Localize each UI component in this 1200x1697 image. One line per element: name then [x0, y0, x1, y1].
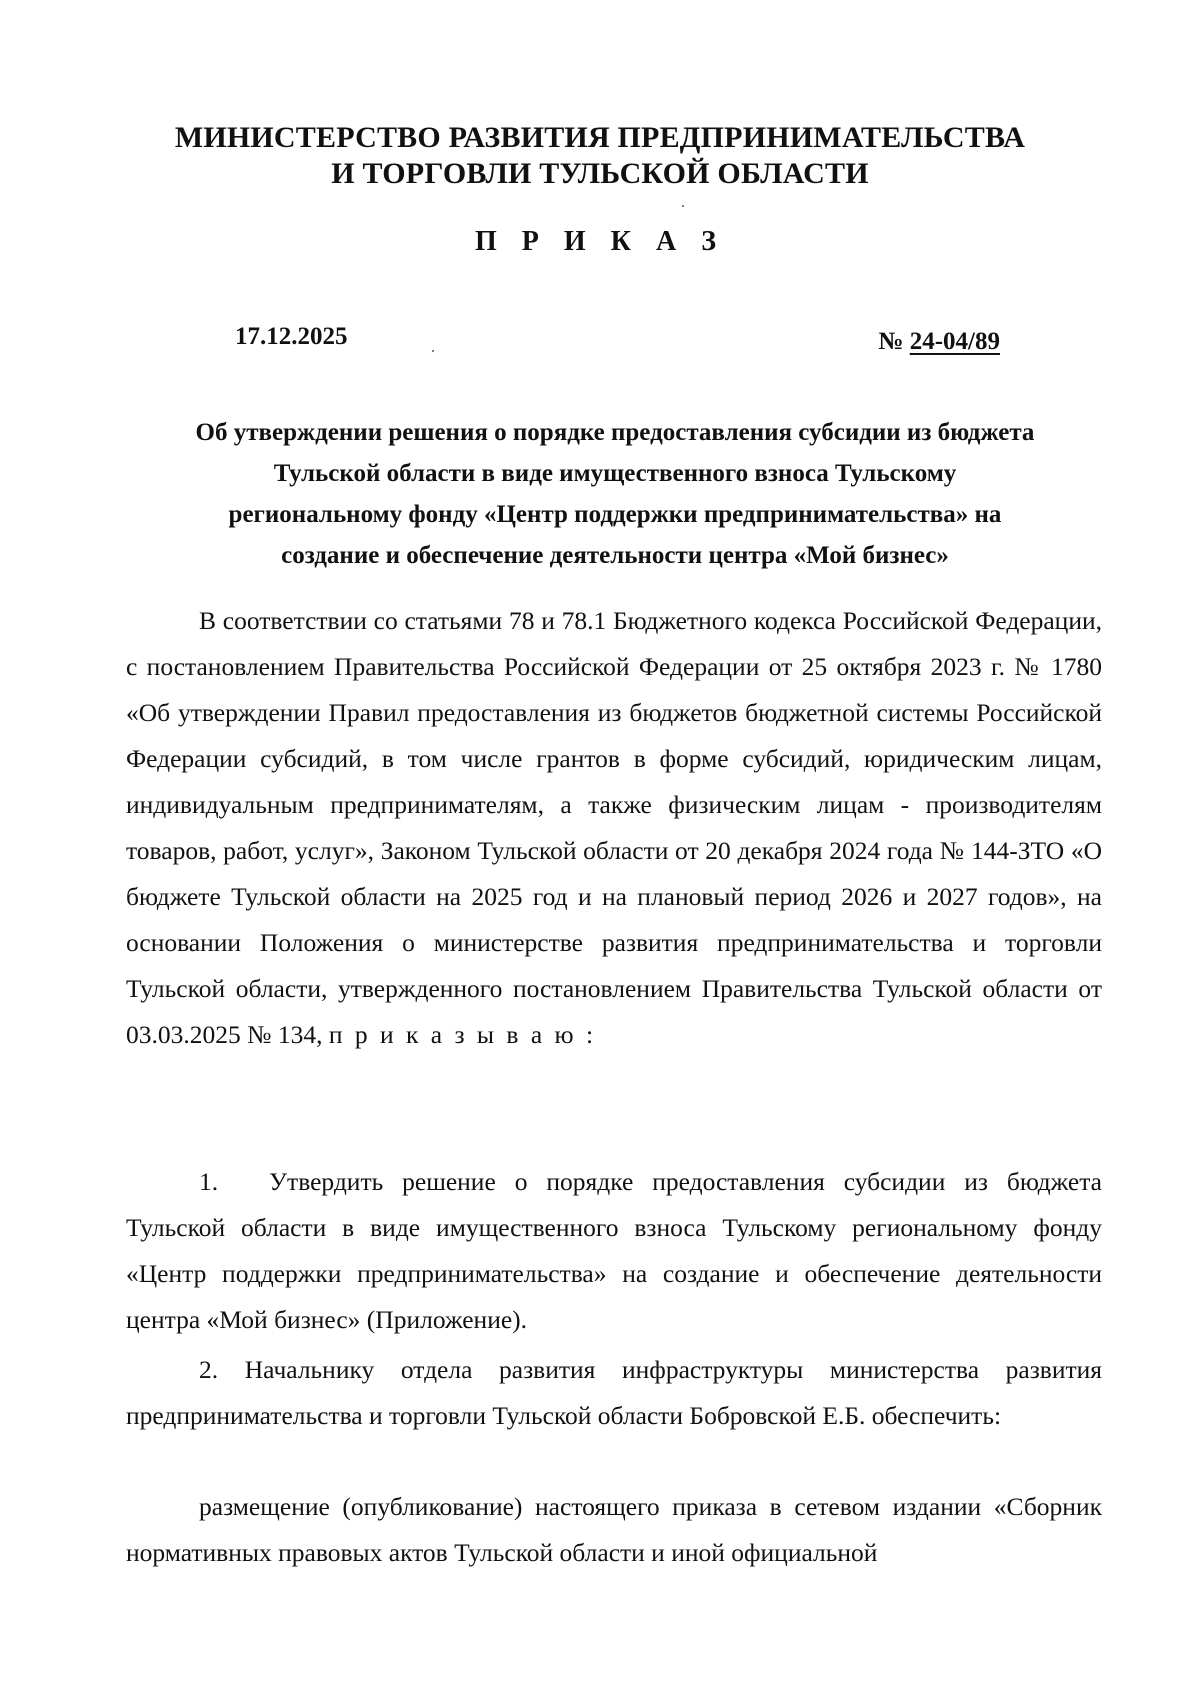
ministry-name-line2: И ТОРГОВЛИ ТУЛЬСКОЙ ОБЛАСТИ	[331, 157, 869, 190]
preamble-paragraph	[126, 598, 1102, 1058]
ministry-name-line1: МИНИСТЕРСТВО РАЗВИТИЯ ПРЕДПРИНИМАТЕЛЬСТВА	[174, 121, 1026, 154]
order-number	[878, 327, 1000, 357]
subject-line-4: создание и обеспечение деятельности центра «Мой бизнес»	[281, 542, 949, 569]
scan-speck	[682, 205, 684, 207]
subject-line-2: Тульской области в виде имущественного взноса Тульскому	[273, 460, 957, 487]
item-1-paragraph	[126, 1159, 1102, 1343]
preamble-text: В соответствии со статьями 78 и 78.1 Бюджетного кодекса Российской Федерации, с постановлением Правительства Российской Федерации от 25 октября 2023 г. № 1780 «Об утверждении Правил предоставления из бюджетов бюджетной системы Российской Федерации субсидий, в том числе грантов в форме субсидий, юридическим лицам, индивидуальным предпринимателям, а также физическим лицам - производителям товаров, работ, услуг», Законом Тульской области от 20 декабря 2024 года № 144-ЗТО «О бюджете Тульской области на 2025 год и на плановый период 2026 и 2027 годов», на основании Положения о министерстве развития предпринимательства и торговли Тульской области, утвержденного постановлением Правительства Тульской области от 03.03.2025 № 134,	[126, 606, 1102, 1049]
item-1-number: 1.	[199, 1167, 219, 1196]
item-2-sub-paragraph: размещение (опубликование) настоящего приказа в сетевом издании «Сборник нормативных правовых актов Тульской области и иной официальной	[126, 1492, 1102, 1567]
order-keyword: п р и к а з ы в а ю :	[328, 1020, 597, 1049]
item-1-text: Утвердить решение о порядке предоставления субсидии из бюджета Тульской области в виде имущественного взноса Тульскому региональному фонду «Центр поддержки предпринимательства» на создание и обеспечение деятельности центра «Мой бизнес» (Приложение).	[126, 1167, 1102, 1334]
order-number-value: 24-04/89	[909, 328, 1000, 355]
order-date: 17.12.2025	[235, 323, 348, 350]
item-2-paragraph: 2. Начальнику отдела развития инфраструктуры министерства развития предпринимательства и торговли Тульской области Бобровской Е.Б. обеспечить:	[126, 1355, 1102, 1430]
document-type-title: П Р И К А З	[475, 226, 725, 257]
subject-line-3: региональному фонду «Центр поддержки предпринимательства» на	[228, 501, 1002, 528]
order-subject	[130, 412, 1100, 576]
scan-speck	[432, 350, 434, 352]
subject-line-1: Об утверждении решения о порядке предоставления субсидии из бюджета	[195, 419, 1035, 446]
order-number-prefix: №	[878, 328, 904, 355]
